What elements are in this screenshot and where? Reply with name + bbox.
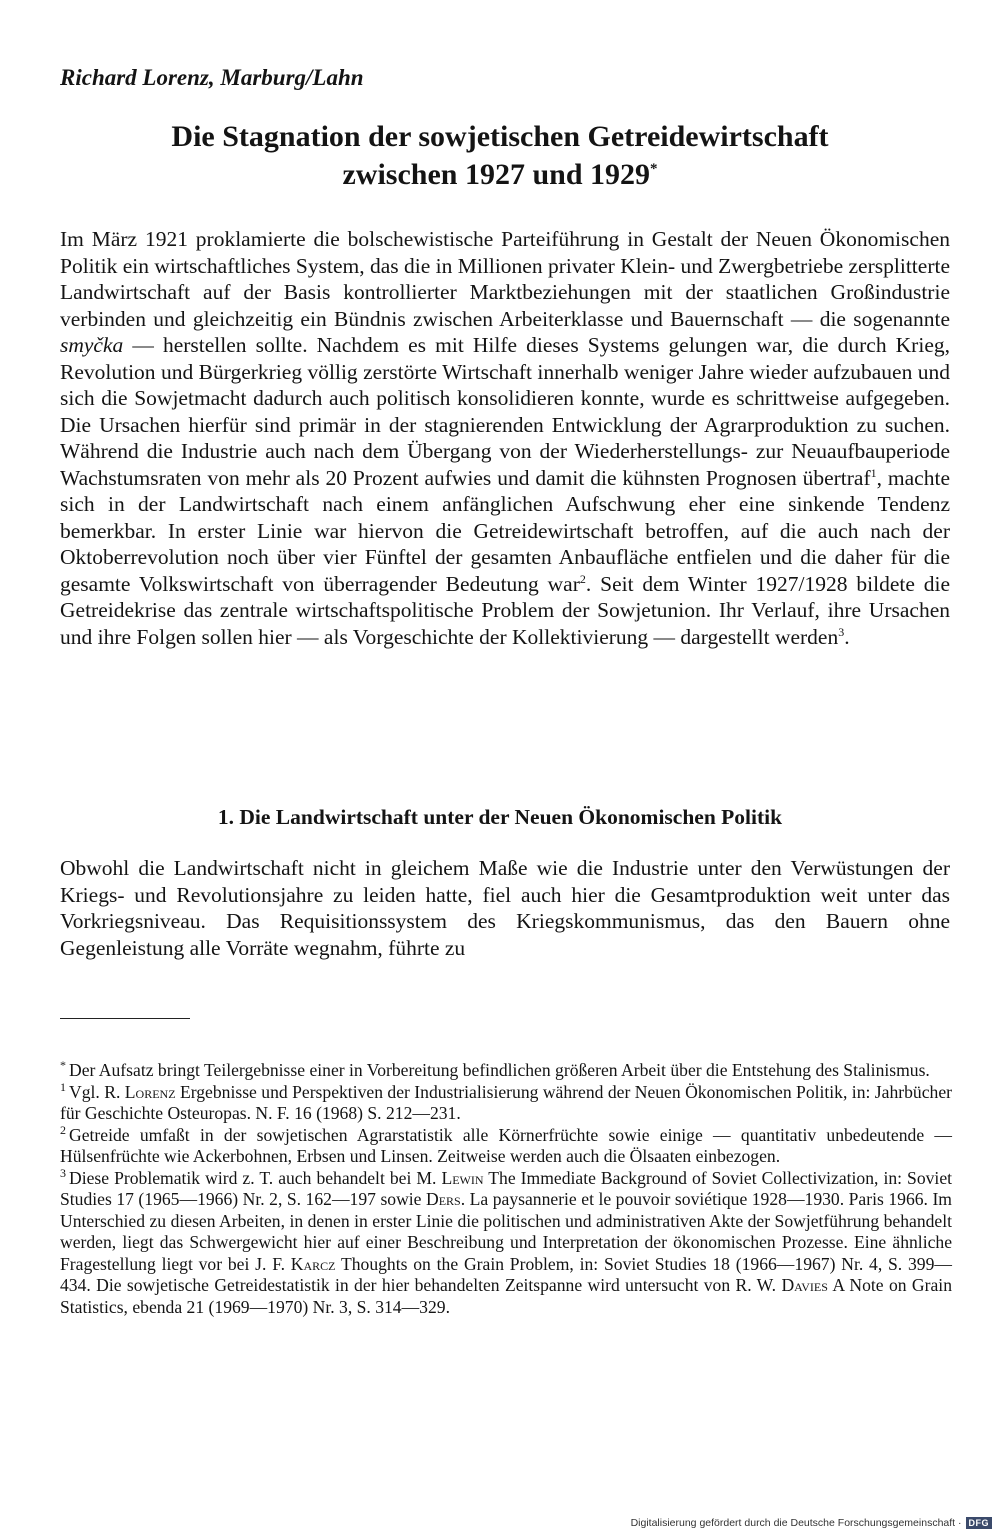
intro-text-e: .	[844, 624, 850, 649]
footnote-2-text: Getreide umfaßt in der sowjetischen Agrarstatistik alle Körnerfrüchte sowie einige — quantitativ unbedeutende — Hülsenfrüchte wie Ackerbohnen, Erbsen und Linsen. Zeitweise werden auch die Ölsaaten einbezogen.	[60, 1124, 952, 1166]
footnote-star-text: Der Aufsatz bringt Teilergebnisse einer in Vorbereitung befindlichen größeren Arbeit über die Entstehung des Stalinismus.	[69, 1060, 930, 1080]
intro-text-d: . Seit dem Winter 1927/1928 bildete die Getreidekrise das zentrale wirtschaftspolitische Problem der Sowjetunion. Ihr Verlauf, ihre Ursachen und ihre Folgen sollen hier — als Vorgeschichte der Kollektivierung — dargestellt werden	[60, 571, 950, 649]
title-line-1: Die Stagnation der sowjetischen Getreidewirtschaft	[171, 120, 829, 153]
footnote-ref-1: 1	[870, 465, 877, 480]
footnote-3-pre: Diese Problematik wird z. T. auch behandelt bei M.	[69, 1167, 442, 1188]
section-heading: 1. Die Landwirtschaft unter der Neuen Ökonomischen Politik	[217, 805, 783, 829]
dfg-logo-icon: DFG	[966, 1517, 993, 1529]
digitization-credit	[631, 1517, 992, 1529]
footnote-3-text-1: The Immediate Background of Soviet Collectivization, in: Soviet Studies 17 (1965—1966) Nr. 2, S. 162—197 sowie	[60, 1167, 953, 1209]
footnote-1-mark: 1	[60, 1079, 66, 1094]
footnote-3-text-4: A Note on Grain Statistics, ebenda 21 (1969—1970) Nr. 3, S. 314—329.	[60, 1275, 952, 1317]
intro-text-b: — herstellen sollte. Nachdem es mit Hilfe dieses Systems gelungen war, die durch Krieg, Revolution und Bürgerkrieg völlig zerstörte Wirtschaft innerhalb weniger Jahre wieder aufzubauen und sich die Sowjetmacht dadurch auch politisch konsolidieren konnte, wurde es schrittweise aufgegeben. Die Ursachen hierfür sind primär in der stagnierenden Entwicklung der Agrarproduktion zu suchen. Während die Industrie auch nach dem Übergang von der Wiederherstellungs- zur Neuaufbauperiode Wachstumsraten von mehr als 20 Prozent aufwies und damit die kühnsten Prognosen übertraf	[60, 333, 950, 490]
intro-smycka: smyčka	[60, 333, 124, 357]
footnote-3-author-1: Lewin	[441, 1167, 484, 1188]
footnote-3-author-2: Ders.	[426, 1189, 466, 1209]
intro-text-a: Im März 1921 proklamierte die bolschewistische Parteiführung in Gestalt der Neuen Ökonomischen Politik ein wirtschaftliches System, das die in Millionen privater Klein- und Zwergbetriebe zersplitterte Landwirtschaft auf der Basis kontrollierter Marktbeziehungen mit der staatlichen Großindustrie verbinden und gleichzeitig ein Bündnis zwischen Arbeiterklasse und Bauernschaft — die sogenannte	[60, 227, 950, 331]
footnote-1-author: Lorenz	[124, 1081, 176, 1102]
author-line: Richard Lorenz, Marburg/Lahn	[60, 65, 364, 90]
footnote-3-text-3: Thoughts on the Grain Problem, in: Soviet Studies 18 (1966—1967) Nr. 4, S. 399—434. Die sowjetische Getreidestatistik in der hier behandelten Zeitspanne wird untersucht von R. W.	[60, 1253, 952, 1295]
footnote-3	[60, 1165, 953, 1319]
footnote-ref-3: 3	[838, 624, 845, 639]
footnote-2	[60, 1122, 952, 1168]
footnotes	[60, 1060, 952, 1318]
footnote-1-text: Ergebnisse und Perspektiven der Industrialisierung während der Neuen Ökonomischen Politik, in: Jahrbücher für Geschichte Osteuropas. N. F. 16 (1968) S. 212—231.	[60, 1081, 952, 1123]
footnote-3-author-3: Karcz	[290, 1253, 336, 1274]
footnote-3-author-4: Davies	[781, 1275, 828, 1295]
footnote-separator	[60, 1018, 190, 1019]
footnote-ref-2: 2	[579, 571, 586, 586]
title-footnote-mark: *	[650, 161, 658, 177]
title-line-2: zwischen 1927 und 1929	[342, 158, 651, 191]
footnote-3-text-2: La paysannerie et le pouvoir soviétique 1928—1930. Paris 1966. Im Unterschied zu diesen Arbeiten, in denen in erster Linie die politischen und administrativen Akte der Sowjetführung behandelt werden, liegt das Schwergewicht hier auf einer Beschreibung und Interpretation der ökonomischen Prozesse. Eine ähnliche Fragestellung liegt vor bei J. F.	[60, 1189, 952, 1274]
footnote-1	[60, 1079, 952, 1125]
intro-paragraph	[60, 226, 950, 650]
footnote-2-mark: 2	[60, 1122, 66, 1137]
article-title	[60, 118, 940, 194]
footnote-star-mark: *	[60, 1058, 66, 1073]
footnote-star	[60, 1060, 952, 1082]
footnote-1-pre: Vgl. R.	[69, 1081, 125, 1102]
section-paragraph: Obwohl die Landwirtschaft nicht in gleichem Maße wie die Industrie unter den Verwüstungen der Kriegs- und Revolutionsjahre zu leiden hatte, fiel auch hier die Gesamtproduktion weit unter das Vorkriegsniveau. Das Requisitionssystem des Kriegskommunismus, das den Bauern ohne Gegenleistung alle Vorräte wegnahm, führte zu	[60, 856, 950, 960]
credit-text: Digitalisierung gefördert durch die Deutsche Forschungsgemeinschaft ·	[630, 1517, 962, 1529]
footnote-3-mark: 3	[60, 1165, 66, 1180]
intro-text-c: , machte sich in der Landwirtschaft nach einem anfänglichen Aufschwung eher eine sinkende Tendenz bemerkbar. In erster Linie war hiervon die Getreidewirtschaft betroffen, auf die auch nach der Oktoberrevolution noch über vier Fünftel der gesamten Anbaufläche entfielen und die daher für die gesamte Volkswirtschaft von überragender Bedeutung war	[60, 465, 950, 596]
